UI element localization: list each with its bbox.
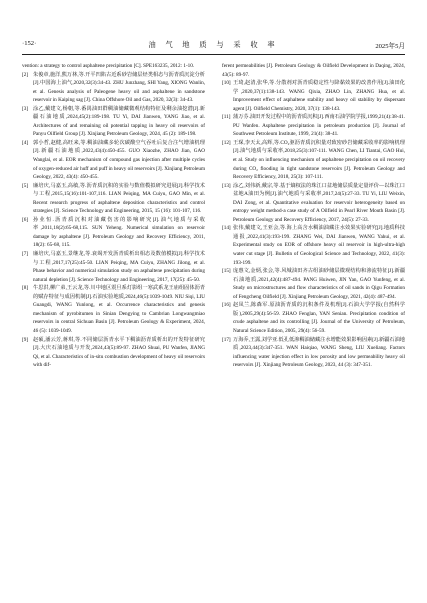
reference-text: 王琛,李天太,高辉,等.CO₂驱沥青质沉积量对致密砂岩储藏采收率的影响机理[J].油气地质与采收率,2018,25(3):107-111. WANG Chen, LI Tiantai, GAO Hui, et al. Study on influencing mechanism of asphaltene precipitation on oil recovery during CO₂ flooding in tight sandstone reservoirs [J]. Petroleum Geology and Recovery Efficiency, 2018, 25(3): 107-111. bbox=[233, 139, 405, 181]
reference-entry bbox=[22, 216, 205, 250]
reference-entry bbox=[222, 224, 405, 267]
reference-text: 王琦,赵清,张华,等.分散剂对沥青质稳定性与降黏效果的改善作用[J].油田化学,2020,37(1):138-143. WANG Qixia, ZHAO Lin, ZHANG Hua, et al. Improvement effect of asphaltene stability and heavy oil stability by dispersant agent [J]. Oilfield Chemistry, 2020, 37(1): 138-143. bbox=[233, 80, 405, 112]
reference-entry bbox=[22, 71, 205, 105]
header-rule bbox=[22, 54, 405, 55]
reference-entry bbox=[222, 79, 405, 113]
reference-number: [15] bbox=[222, 268, 231, 275]
reference-text: 庞惠文,金炳,张会,等.风城油田齐古组油砂储层微观结构和渗流特征[J].新疆石油地质,2021,42(4):487-494. PANG Huiwen, JIN Yan, GAO Yunfeng, et al. Study on microstructures and flow characteristics of oil sands in Qigu Formation of Fengcheng Oilfield [J]. Xinjiang Petroleum Geology, 2021, 42(4): 487-494. bbox=[233, 268, 405, 300]
left-column bbox=[22, 62, 205, 584]
reference-entry bbox=[22, 105, 205, 139]
reference-entry bbox=[222, 267, 405, 301]
reference-number: [12] bbox=[222, 139, 231, 146]
reference-number: [11] bbox=[222, 114, 231, 121]
issue-date: 2025年5月 bbox=[375, 43, 405, 50]
reference-entry bbox=[222, 139, 405, 182]
reference-text: 蒲万芬.油田开发过程中的沥青质沉积[J].西南石油学院学报,1999,21(4):38-41. PU Wanfen. Asphaltene precipitation in petroleum production [J]. Journal of Southwest Petroleum Institute, 1999, 21(4): 38-41. bbox=[233, 114, 405, 138]
reference-number: [7] bbox=[22, 251, 29, 258]
reference-entry bbox=[222, 113, 405, 139]
reference-entry bbox=[22, 284, 205, 335]
right-column bbox=[222, 62, 405, 584]
page-header bbox=[22, 40, 405, 54]
reference-entry bbox=[222, 62, 405, 79]
reference-number: [3] bbox=[22, 105, 29, 112]
reference-text: 张伟,戴建文,王亚会,等.海上高含水稠油油藏注水效果实验研究[J].地质科技通报,2022,41(3):193-199. ZHANG Wei, DAI Jianwen, WANG Yahui, et al. Experimental study on EOR of offshore heavy oil reservoir in high-ultra-high water cut stage [J]. Bulletin of Geological Science and Technology, 2022, 41(3): 193-199. bbox=[233, 225, 405, 266]
reference-text: 廉培庆,马嘉玉,高敏,等.沥青质沉积的实验与数值模拟研究进展[J].科学技术与工程,2015,15(16):101-107,116. LIAN Peiqing, MA Cuiyu, GAO Min, et al. Recent research progress of asphaltene deposition characteristics and control strategies [J]. Science Technology and Engineering, 2015, 15 (16): 101-107, 116. bbox=[33, 182, 205, 215]
reference-text: 赵凤兰,陈森军.原油沥青质的沉积条件及机理[J].石油大学学报(自然科学版),2005,29(4):56-59. ZHAO Fenglan, YAN Senian. Precipitation condition of crude asphaltene and its controlling [J]. Journal of the University of Petroleum, Natural Science Edition, 2005, 29(4): 56-59. bbox=[233, 302, 405, 334]
reference-text: 朱俊章,施洋,熊万林,等.开平凹陷古近系砂岩储层烃类相态与沥青质沉淀分析[J].中国海上油气,2020,32(3):34-43. ZHU Junzhang, SHI Yang, XIONG Wanlin, et al. Genesis analysis of Paleogene heavy oil and asphaltene in sandstone reservoir in Kaiping sag [J]. China Offshore Oil and Gas, 2020, 32(3): 34-43. bbox=[33, 71, 205, 104]
reference-number: [5] bbox=[22, 182, 29, 189]
reference-text: 牛思洪,柳广弟,王云龙,等.川中地区震旦系灯影组一寒武系龙王庙组固体沥青的赋存特征与成因机制[J].石油实验地质,2024,46(5):1039-1049. NIU Siqi, LIU Guangdi, WANG Yunlong, et al. Occurrence characteristics and genesis mechanism of pyrobitumen in Sinian Dengying to Cambrian Longwangmiao reservoirs in central Sichuan Basin [J]. Petroleum Geology & Experiment, 2024, 46 (5): 1039-1049. bbox=[33, 285, 205, 334]
reference-text: 万海乔,王露,刘学亚.低孔低渗稠油储藏注水增能效果影响因素[J].新疆石油地质,2023,44(3):347-351. WAN Haiqiao, WANG Sheng, LIU Xueliang. Factors influencing water injection effect in low porosity and low permeability heavy oil reservoirs [J]. Xinjiang Petroleum Geology, 2023, 44 (3): 347-351. bbox=[233, 336, 405, 369]
reference-number: [2] bbox=[22, 71, 29, 78]
reference-number: [8] bbox=[22, 285, 29, 292]
reference-number: [6] bbox=[22, 216, 29, 223]
reference-entry bbox=[222, 182, 405, 225]
reference-number: [13] bbox=[222, 182, 231, 189]
reference-number: [9] bbox=[22, 336, 29, 343]
reference-entry bbox=[22, 139, 205, 182]
reference-entry bbox=[22, 62, 205, 71]
reference-text: 赵硕,潘云芳,蒋琪,等.不同储层沥青水平下稠油沥青质析出的开发特征研究[J].大庆石油地质与开发,2024,43(5):89-97. ZHAO Shuai, PU Wanfen, JIANG Qi, et al. Characteristics of in-situ combustion development of heavy oil reservoirs with dif- bbox=[33, 336, 205, 369]
reference-number: [4] bbox=[22, 139, 29, 146]
reference-number: [14] bbox=[222, 225, 231, 232]
reference-entry bbox=[222, 301, 405, 335]
reference-number: [17] bbox=[222, 336, 231, 343]
reference-entry bbox=[22, 336, 205, 370]
reference-number: [10] bbox=[222, 80, 231, 87]
reference-text: 郭小哲,赵健,高旺来,等.稠油油藏多轮次碳酸空气吞吐后复合注气增油机理[J].新疆石油地质,2022,43(4):450-455. GUO Xiaozhe, ZHAO Jian, GAO Wanglai, et al. EOR mechanism of compound gas injection after multiple cycles of oxygen-reduced air huff and puff in heavy oil reservoirs [J]. Xinjiang Petroleum Geology, 2022, 43(4): 450-455. bbox=[33, 139, 205, 181]
reference-text: 孙业恒.沥青质沉积对油藏伤害的影响研究[J].油气地质与采收率,2011,18(2):65-68,115. SUN Yeheng. Numerical simulation on reservoir damage by asphaltene [J]. Petroleum Geology and Recovery Efficiency, 2011, 18(2): 65-68, 115. bbox=[33, 216, 205, 249]
reference-text: ferent permeabilities [J]. Petroleum Geology & Oilfield Development in Daqing, 2024, 43(5): 89-97. bbox=[222, 63, 405, 78]
reference-entry bbox=[22, 250, 205, 284]
page-number: ·152· bbox=[22, 40, 37, 47]
reference-text: 廉培庆,马嘉玉,景继龙,等.衰竭开发沥青质析出相态及数值模拟[J].科学技术与工程,2017,17(25):45-50. LIAN Peiqing, MA Cuiyu, ZHANG Jilong, et al. Phase behavior and numerical simulation study on asphaltene precipitation during natural depletion [J]. Science Technology and Engineering, 2017, 17(25): 45-50. bbox=[33, 251, 205, 283]
reference-text: 涂乙,刘伟新,戴宗,等.基于熵权法的珠江口盆地储层质量定量评价—以珠江口盆地A油田为例[J].油气地质与采收率,2017,24(5):27-33. TU Yi, LIU Weixin, DAI Zong, et al. Quantitative evaluation for reservoir heterogeneity based on entropy weight method-a case study of A Oilfield in Pearl River Mouth Basin [J]. Petroleum Geology and Recovery Efficiency, 2017, 24(5): 27-33. bbox=[233, 182, 405, 223]
reference-entry bbox=[222, 336, 405, 370]
reference-text: vention: a strategy to control asphaltene precipitation [C]. SPE163235, 2012: 1-10. bbox=[22, 63, 195, 69]
reference-entry bbox=[22, 182, 205, 216]
reference-number: [16] bbox=[222, 302, 231, 309]
reference-text: 涂乙,戴建文,杨朝,等.番禺油田群稠油储藏微观结构特征及剩余油挖潜[J].新疆石油地质,2024,45(2):189-198. TU Yi, DAI Jianwen, YANG Jiao, et al. Architectures of and remaining oil potential tapping in heavy oil reservoirs of Panyu Oilfield Group [J]. Xinjiang Petroleum Geology, 2024, 45 (2): 189-198. bbox=[33, 105, 205, 138]
journal-title: 油 气 地 质 与 采 收 率 bbox=[148, 41, 279, 49]
